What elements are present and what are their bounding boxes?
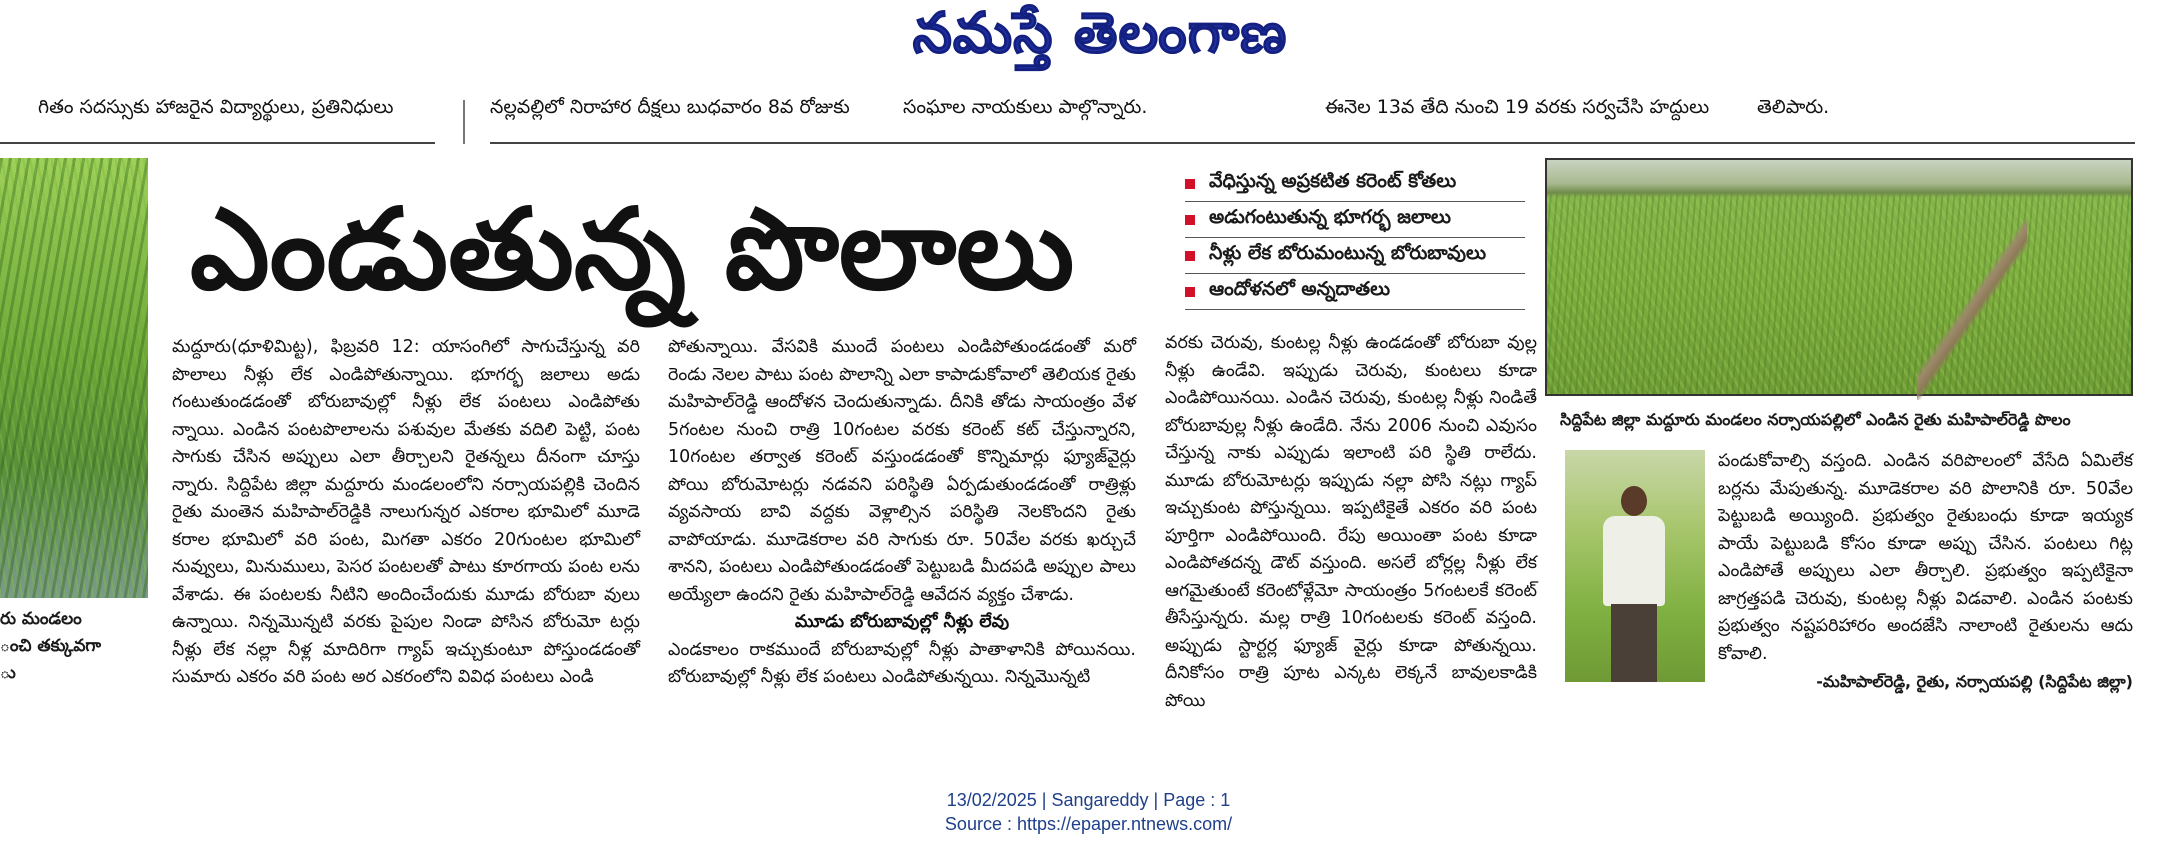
article-headline: ఎండుతున్న పొలాలు xyxy=(190,185,1075,315)
highlight-item xyxy=(1185,274,1525,310)
highlight-text: నీళ్లు లేక బోరుమంటున్న బోరుబావులు xyxy=(1209,242,1487,264)
highlight-item xyxy=(1185,202,1525,238)
masthead-logo: నమస్తే తెలంగాణ xyxy=(912,0,1288,66)
left-caption-line: ంచి తక్కువగా xyxy=(0,636,102,656)
article-paragraph: మద్దూరు(ధూళిమిట్ట), ఫిబ్రవరి 12: యాసంగిలో సాగుచేస్తున్న వరి పొలాలు నీళ్లు లేక ఎండిపోతున్నాయి. భూగర్భ జలాలు అడు గంటుతుండడంతో బోరుబావుల్లో నీళ్లు లేక పంటలు ఎండిపోతు న్నాయి. ఎండిన పంటపొలాలను పశువుల మేతకు వదిలి పెట్టి, పంట సాగుకు చేసిన అప్పులు ఎలా తీర్చాలని రైతన్నలు దీనంగా చూస్తు న్నారు. సిద్దిపేట జిల్లా మద్దూరు మండలంలోని నర్సాయపల్లికి చెందిన రైతు మంతెన మహిపాల్‌రెడ్డికి నాలుగున్నర ఎకరాల భూమిలో మూడె కరాల భూమిలో వరి పంట, మిగతా ఎకరం 20గుంటల భూమిలో నువ్వులు, మినుములు, పెసర పంటలతో పాటు కూరగాయ పంట లను వేశాడు. ఈ పంటలకు నీటిని అందించేందుకు మూడు బోరుబా వులు ఉన్నాయి. నిన్నమొన్నటి వరకు పైపుల నిండా పోసిన బోరుమో టర్లు నీళ్లు లేక నల్లా నీళ్ల మాదిరిగా గ్యాప్ ఇచ్చుకుంటూ పోస్తుండడంతో సుమారు ఎకరం వరి పంట అర ఎకరంలోని వివిధ పంటలు ఎండి xyxy=(172,337,640,687)
article-column-4 xyxy=(1718,448,2133,668)
footer-source-line: Source : https://epaper.ntnews.com/ xyxy=(944,814,1233,834)
farmer-photo xyxy=(1565,450,1705,682)
strip-right-text-b: తెలిపారు. xyxy=(1757,96,1830,118)
article-paragraph: వరకు చెరువు, కుంటల్ల నీళ్లు ఉండడంతో బోరుబా వుల్ల నీళ్లు ఉండేవి. ఇప్పుడు చెరువు, కుంటలు కూడా ఎండిపోయినయి. ఎండిన చెరువు, కుంటల్ల నీళ్లు నిండితే బోరుబావుల్ల నీళ్లు ఉండేది. నేను 2006 నుంచి ఎవుసం చేస్తున్న నాకు ఎప్పుడు ఇలాంటి పరి స్థితి రాలేదు. మూడు బోరుమోటర్లు ఇప్పుడు నల్లా పోసి నట్లు గ్యాప్ ఇచ్చుకుంట పోస్తున్నయి. ఇప్పటికైతే ఎకరం వరి పంట పూర్తిగా ఎండిపోయింది. రేపు అయింతా పంట కూడా ఎండిపోతదన్న డౌట్ వస్తుంది. అసలే బోర్లల్ల నీళ్లు లేక ఆగమైతుంటే కరెంటోళ్లేమో సాయంత్రం 5గంటలకే కరెంట్ తీసేస్తున్నరు. మల్ల రాత్రి 10గంటలకు కరెంట్ వస్తంది. అప్పుడు స్టార్టర్ల ఫ్యూజ్ వైర్లు కూడా పోతున్నయి. దీనికోసం రాత్రి పూట ఎన్కట లెక్కనే బావులకాడికి పోయి xyxy=(1165,333,1537,711)
highlights-list xyxy=(1185,166,1525,310)
strip-middle-text-a: నల్లవల్లిలో నిరాహార దీక్షలు బుధవారం 8వ రోజుకు xyxy=(490,96,850,118)
highlight-text: వేధిస్తున్న అప్రకటిత కరెంట్ కోతలు xyxy=(1209,170,1457,192)
article-column-3 xyxy=(1165,330,1537,715)
field-path xyxy=(1917,220,2027,400)
left-rice-photo xyxy=(0,158,148,598)
article-paragraph: పండుకోవాల్సి వస్తంది. ఎండిన వరిపొలంలో వేసేది ఏమిలేక బర్లను మేపుతున్న. మూడెకరాల వరి పొలానికి రూ. 50వేల పెట్టుబడి అయ్యింది. ప్రభుత్వం రైతుబంధు కూడా ఇయ్యక పాయే పెట్టుబడి కోసం కూడా అప్పు చేసిన. పంటలు గిట్ల ఎండిపోతే అప్పులు ఎలా తీర్చాలి. ప్రభుత్వం ఇప్పటికైనా జాగ్రత్తపడి చెరువు, కుంటల్ల నీళ్లు విడవాలి. ఎండిన పంటకు ప్రభుత్వం నష్టపరిహారం అందజేసి నాలాంటి రైతులను ఆదు కోవాలి. xyxy=(1718,451,2133,664)
article-column-1 xyxy=(172,334,640,692)
bullet-marker-icon xyxy=(1185,215,1195,225)
field-photo-caption: సిద్దిపేట జిల్లా మద్దూరు మండలం నర్సాయపల్లిలో ఎండిన రైతు మహిపాల్‌రెడ్డి పొలం xyxy=(1560,410,2071,429)
article-subhead: మూడు బోరుబావుల్లో నీళ్లు లేవు xyxy=(794,612,1010,632)
bullet-marker-icon xyxy=(1185,179,1195,189)
article-column-2 xyxy=(668,334,1136,692)
article-paragraph: పోతున్నాయి. వేసవికి ముందే పంటలు ఎండిపోతుండడంతో మరో రెండు నెలల పాటు పంట పొలాన్ని ఎలా కాపాడుకోవాలో తెలియక రైతు మహిపాల్‌రెడ్డి ఆందోళన చెందుతున్నాడు. దీనికి తోడు సాయంత్రం వేళ 5గంటల నుంచి రాత్రి 10గంటల వరకు కరెంట్ కట్ చేస్తున్నారని, 10గంటల తర్వాత కరెంట్ వస్తుండడంతో కొన్నిమార్లు ఫ్యూజ్‌వైర్లు పోయి బోరుమోటర్లు నడవని పరిస్థితి ఏర్పడుతుండడంతో రాత్రిళ్లు వ్యవసాయ బావి వద్దకు వెళ్లాల్సిన పరిస్థితి నెలకొందని రైతు వాపోయాడు. మూడెకరాల వరి సాగుకు రూ. 50వేల వరకు ఖర్చుచే శానని, పంటలు ఎండిపోతుండడంతో పెట్టుబడి మీదపడి అప్పుల పాలు అయ్యేలా ఉందని రైతు మహిపాల్‌రెడ్డి ఆవేదన వ్యక్తం చేశాడు. xyxy=(668,337,1136,605)
farmer-byline: -మహిపాల్‌రెడ్డి, రైతు, నర్సాయపల్లి (సిద్దిపేట జిల్లా) xyxy=(1816,672,2133,691)
strip-left-text: గితం సదస్సుకు హాజరైన విద్యార్థులు, ప్రతినిధులు xyxy=(38,96,394,118)
left-caption-line: ు xyxy=(0,663,16,683)
highlight-item xyxy=(1185,166,1525,202)
strip-middle-text-b: సంఘాల నాయకులు పాల్గొన్నారు. xyxy=(903,96,1148,118)
farmer-shirt xyxy=(1603,516,1665,606)
strip-rule-left xyxy=(0,142,435,144)
strip-divider xyxy=(463,100,465,144)
highlight-text: ఆందోళనలో అన్నదాతలు xyxy=(1209,278,1391,300)
dried-field-photo xyxy=(1545,158,2133,396)
bullet-marker-icon xyxy=(1185,287,1195,297)
strip-right-text-a: ఈనెల 13వ తేది నుంచి 19 వరకు సర్వచేసి హద్దులు xyxy=(1325,96,1710,118)
highlight-text: అడుగంటుతున్న భూగర్భ జలాలు xyxy=(1209,206,1451,228)
highlight-item xyxy=(1185,238,1525,274)
left-photo-caption xyxy=(0,606,150,687)
left-caption-line: రు మండలం xyxy=(0,609,82,629)
strip-rule-right xyxy=(490,142,2135,144)
bullet-marker-icon xyxy=(1185,251,1195,261)
article-paragraph: ఎండకాలం రాకముందే బోరుబావుల్లో నీళ్లు పాతాళానికి పోయినయి. బోరుబావుల్లో నీళ్లు లేక పంటలు ఎండిపోతున్నయి. నిన్నమొన్నటి xyxy=(668,639,1136,687)
farmer-legs xyxy=(1611,604,1657,682)
farmer-head xyxy=(1621,486,1647,516)
footer-date-line: 13/02/2025 | Sangareddy | Page : 1 xyxy=(946,790,1231,810)
